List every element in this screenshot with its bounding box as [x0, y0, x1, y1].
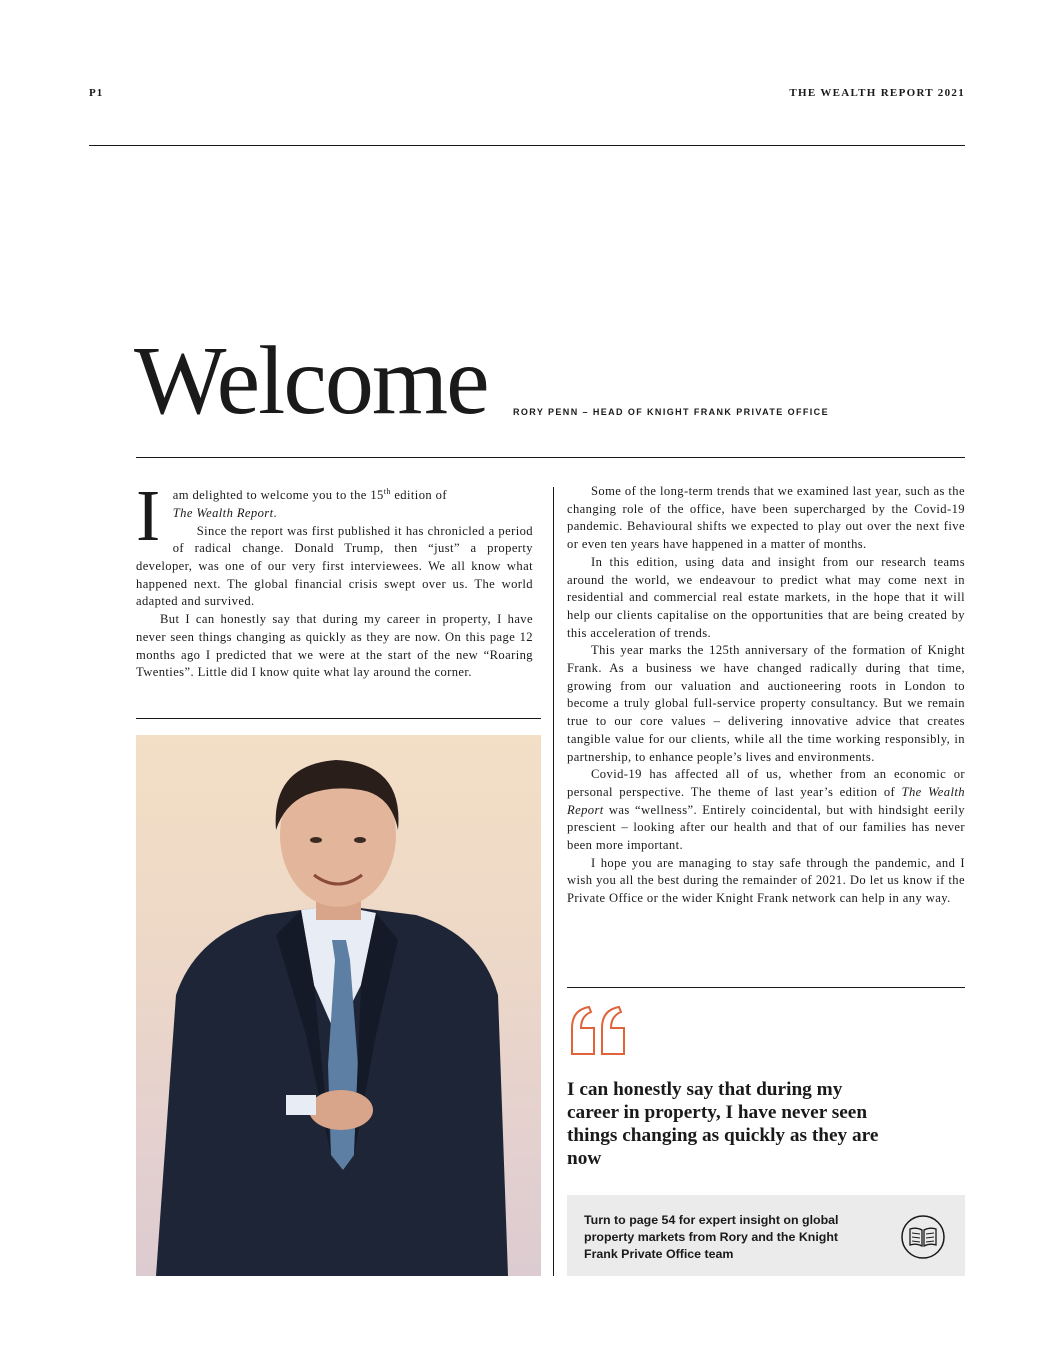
page-title: Welcome [134, 327, 488, 435]
right-paragraph-3: This year marks the 125th anniversary of the formation of Knight Frank. As a business we have changed radically during that time, growing from our valuation and auctioneering roots in London to become a truly global full-service property consultancy. But we remain true to our core values – delivering innovative advice that creates tangible value for our clients, while all the time working responsibly, in partnership, to enhance people’s lives and environments. [567, 643, 965, 764]
left-paragraph-2: Since the report was first published it has chronicled a period of radical change. Donald Trump, then “just” a property developer, was one of our very first interviewees. We all know what happened next. The global financial crisis swept over us. The world adapted and survived. [136, 523, 533, 609]
right-paragraph-4-b: was “wellness”. Entirely coincidental, but with hindsight eerily prescient – looking after our health and that of our families has never been more important. [567, 802, 965, 853]
dropcap: I [136, 475, 161, 556]
open-book-icon [900, 1214, 946, 1260]
intro-text-b: edition of [390, 488, 447, 503]
right-paragraph-4 [567, 766, 965, 855]
quote-mark-icon [567, 1004, 629, 1058]
portrait-photo [136, 735, 541, 1276]
column-divider [553, 487, 554, 1276]
byline: RORY PENN – HEAD OF KNIGHT FRANK PRIVATE OFFICE [513, 407, 829, 417]
right-column [567, 483, 965, 908]
right-paragraph-2: In this edition, using data and insight from our research teams around the world, we endeavour to predict what may come next in residential and commercial real estate markets, in the hope that it will help our clients capitalise on the opportunities that are being created by this acceleration of trends. [567, 554, 965, 640]
intro-paragraph [136, 475, 533, 556]
page-number: P1 [89, 87, 104, 99]
report-title-italic-2: The Wealth Report [567, 784, 965, 817]
right-paragraph-1: Some of the long-term trends that we examined last year, such as the changing role of the office, have been supercharged by the Covid-19 pandemic. Behavioural shifts we expected to play out over the next five or even ten years have happened in a matter of months. [567, 484, 965, 552]
running-head: THE WEALTH REPORT 2021 [789, 87, 965, 99]
quote-divider [567, 987, 965, 988]
header-divider [89, 145, 965, 146]
callout-box[interactable] [567, 1195, 965, 1276]
right-paragraph-5: I hope you are managing to stay safe through the pandemic, and I wish you all the best during the remainder of 2021. Do let us know if the Private Office or the wider Knight Frank network can help in any way. [567, 855, 965, 906]
right-paragraph-4-a: Covid-19 has affected all of us, whether from an economic or personal perspective. The theme of last year’s edition of [567, 767, 965, 799]
intro-text-a: am delighted to welcome you to the 15 [172, 488, 384, 503]
title-divider [136, 457, 965, 458]
intro-text-c: . [273, 505, 278, 520]
portrait-illustration [136, 735, 541, 1276]
callout-text: Turn to page 54 for expert insight on global property markets from Rory and the Knight Frank Private Office team [584, 1213, 839, 1261]
report-title-italic: The Wealth Report [172, 505, 274, 520]
left-paragraph-3: But I can honestly say that during my career in property, I have never seen things changing as quickly as they are now. On this page 12 months ago I predicted that we were at the start of the new “Roaring Twenties”. Little did I know quite what lay around the corner. [136, 612, 533, 680]
photo-divider [136, 718, 541, 719]
intro-superscript: th [383, 487, 391, 496]
left-column [136, 475, 533, 682]
pull-quote: I can honestly say that during my career in property, I have never seen things changing as quickly as they are now [567, 1079, 879, 1169]
